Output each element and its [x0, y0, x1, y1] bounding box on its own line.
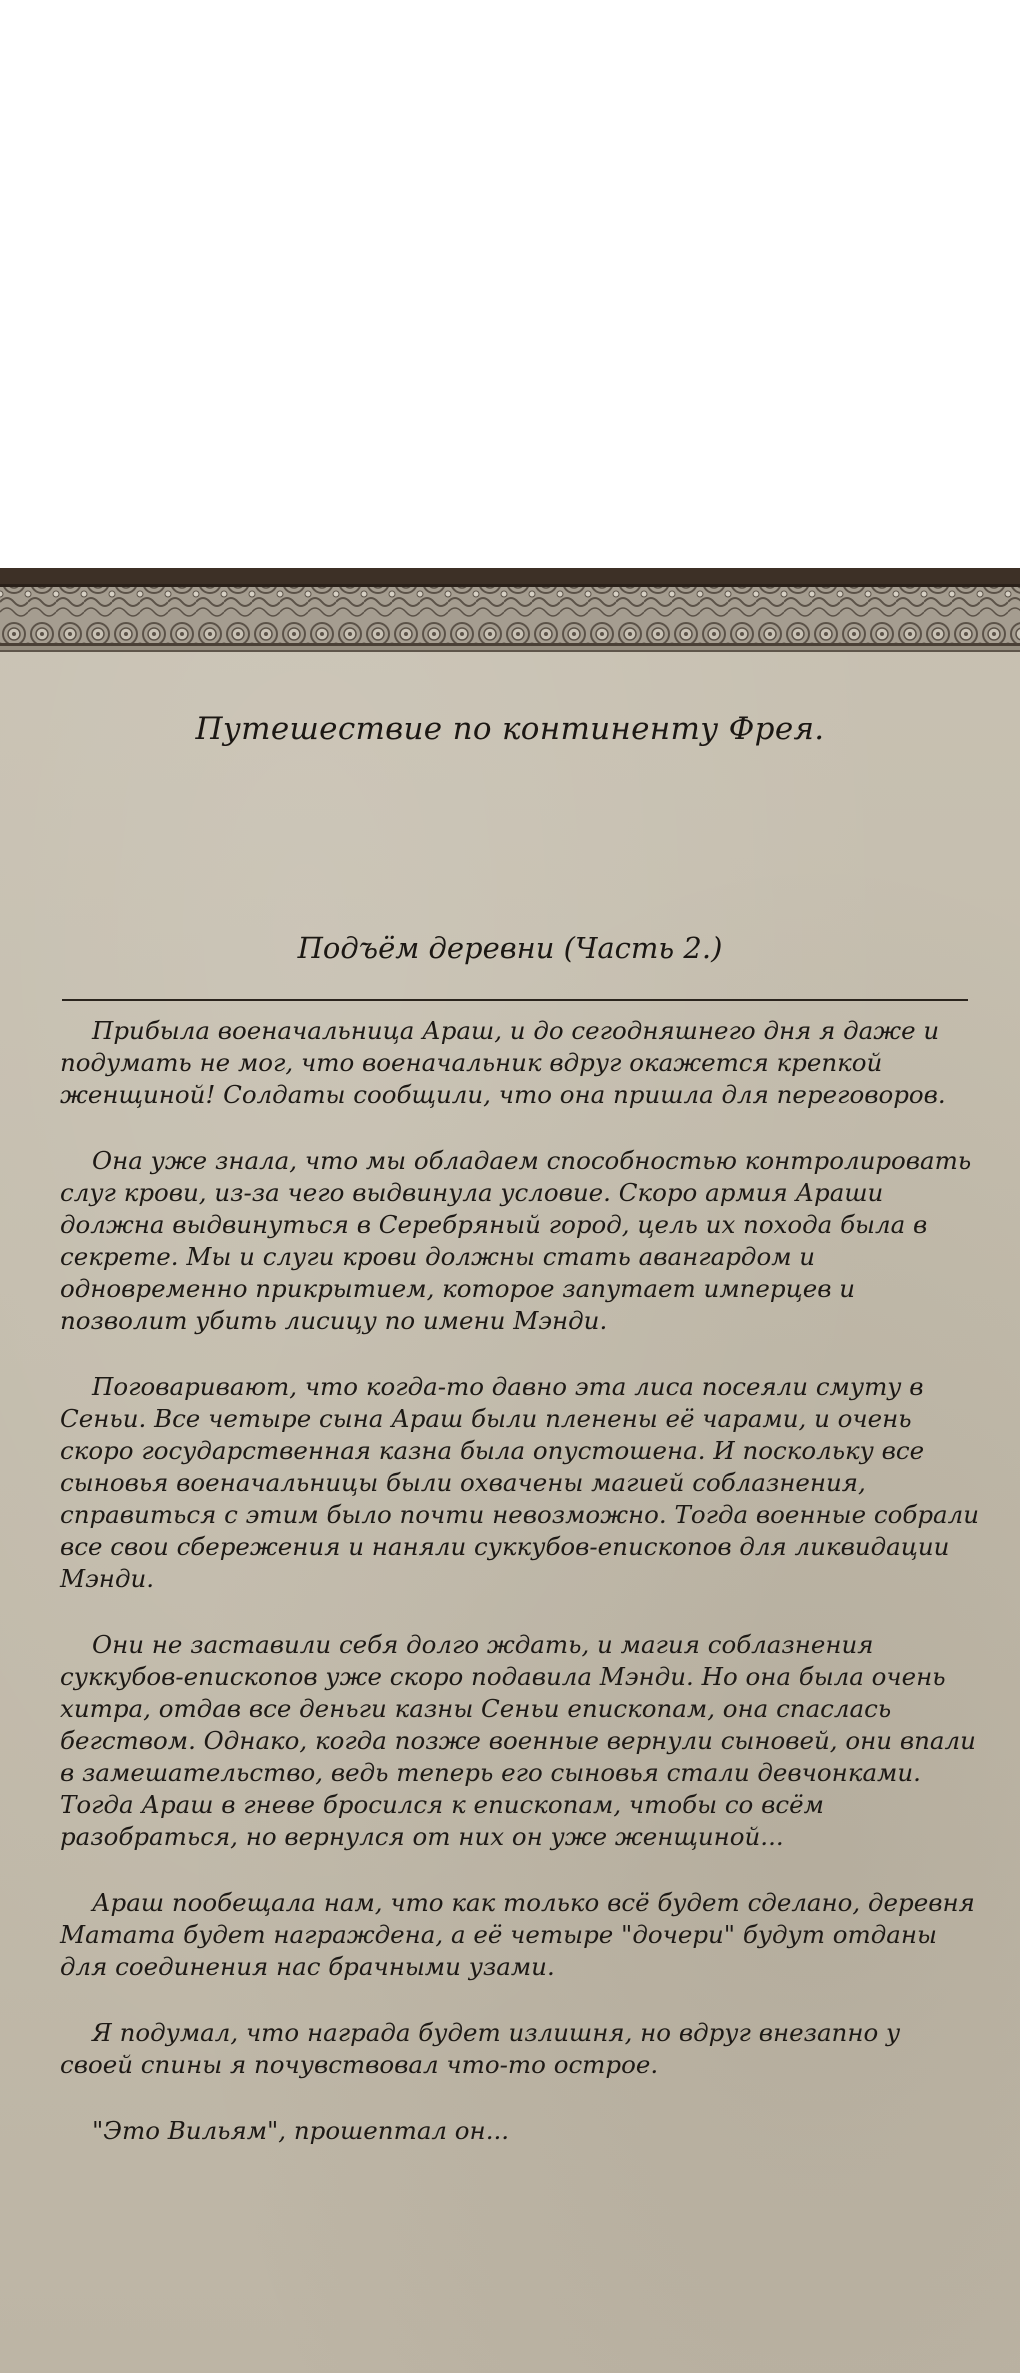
title-divider: [62, 999, 968, 1001]
story-text: [60, 1015, 980, 2181]
paragraph: Она уже знала, что мы обладаем способностью контролировать слуг крови, из-за чего выдвинула условие. Скоро армия Араши должна выдвинуться в Серебряный город, цель их похода была в секрете. Мы и слуги крови должны стать авангардом и одновременно прикрытием, которое запутает имперцев и позволит убить лисицу по имени Мэнди.: [60, 1146, 972, 1335]
blank-top-area: [0, 0, 1020, 568]
paragraph: Они не заставили себя долго ждать, и магия соблазнения суккубов-епископов уже скоро подавила Мэнди. Но она была очень хитра, отдав все деньги казны Сеньи епископам, она спаслась бегством. Однако, когда позже военные вернули сыновей, они впали в замешательство, ведь теперь его сыновья стали девчонками. Тогда Араш в гневе бросился к епископам, чтобы со всём разобраться, но вернулся от них он уже женщиной...: [60, 1630, 976, 1851]
paragraph: Поговаривают, что когда-то давно эта лиса посеяли смуту в Сеньи. Все четыре сына Араш были пленены её чарами, и очень скоро государственная казна была опустошена. И поскольку все сыновья военачальницы были охвачены магией соблазнения, справиться с этим было почти невозможно. Тогда военные собрали все свои сбережения и наняли суккубов-епископов для ликвидации Мэнди.: [60, 1372, 979, 1593]
paragraph: "Это Вильям", прошептал он...: [92, 2116, 510, 2145]
paragraph: Я подумал, что награда будет излишня, но вдруг внезапно у своей спины я почувствовал что-то острое.: [60, 2018, 901, 2079]
parchment-page: [0, 568, 1020, 2373]
series-title: Путешествие по континенту Фрея.: [195, 711, 825, 747]
chapter-title: Подъём деревни (Часть 2.): [297, 931, 723, 965]
lace-border-icon: [0, 568, 1020, 664]
paragraph: Араш пообещала нам, что как только всё будет сделано, деревня Матата будет награждена, а её четыре "дочери" будут отданы для соединения нас брачными узами.: [60, 1888, 975, 1981]
paragraph: Прибыла военачальница Араш, и до сегодняшнего дня я даже и подумать не мог, что военачальник вдруг окажется крепкой женщиной! Солдаты сообщили, что она пришла для переговоров.: [60, 1016, 946, 1109]
